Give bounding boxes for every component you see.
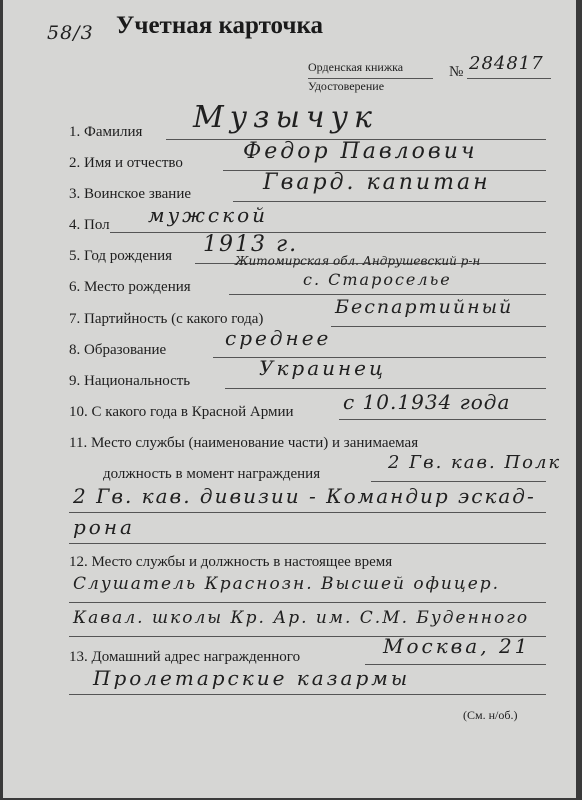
field-12-label: 12. Место службы и должность в настоящее время — [69, 554, 393, 570]
field-3-line — [233, 201, 546, 202]
number-line — [467, 78, 551, 79]
field-11-label-b: должность в момент награждения — [103, 466, 321, 482]
field-6-line — [229, 294, 546, 295]
doc-type-order-book: Орденская книжка — [308, 60, 404, 74]
field-2-label: 2. Имя и отчество — [69, 155, 183, 171]
field-7-line — [331, 326, 546, 327]
field-3-label: 3. Воинское звание — [69, 186, 192, 202]
record-card — [3, 0, 576, 798]
footer-note: (См. н/об.) — [463, 708, 518, 722]
field-8-label: 8. Образование — [69, 342, 167, 358]
field-2-value: Федор Павлович — [243, 139, 478, 164]
field-12-line-a — [69, 602, 546, 603]
field-10-label: 10. С какого года в Красной Армии — [69, 404, 294, 420]
number-value: 284817 — [469, 53, 544, 74]
field-10-value: с 10.1934 года — [343, 390, 511, 414]
field-11-value-c: рона — [73, 515, 135, 539]
card-title: Учетная карточка — [116, 12, 324, 39]
field-6-value-line1: Житомирская обл. Андрушевский р-н — [235, 254, 481, 268]
corner-note: 58/3 — [47, 22, 94, 44]
field-13-line-a — [365, 664, 546, 665]
field-12-value-b: Кавал. школы Кр. Ар. им. С.М. Буденного — [73, 608, 530, 628]
field-5-value: 1913 г. — [203, 232, 299, 257]
field-13-value-b: Пролетарские казармы — [93, 666, 411, 690]
field-11-line-c — [69, 543, 546, 544]
field-4-line — [110, 232, 546, 233]
field-12-value-a: Слушатель Краснозн. Высшей офицер. — [73, 574, 501, 594]
field-9-line — [225, 388, 546, 389]
field-11-line-b — [69, 512, 546, 513]
field-5-label: 5. Год рождения — [69, 248, 173, 264]
field-11-line-a — [371, 481, 546, 482]
field-9-label: 9. Национальность — [69, 373, 191, 389]
field-8-value: среднее — [225, 326, 332, 350]
field-7-label: 7. Партийность (с какого года) — [69, 311, 264, 327]
field-7-value: Беспартийный — [335, 296, 514, 318]
field-1-value: Музычук — [193, 100, 378, 135]
field-6-label: 6. Место рождения — [69, 279, 191, 295]
field-4-value: мужской — [148, 203, 268, 227]
field-1-label: 1. Фамилия — [69, 124, 143, 140]
field-4-label: 4. Пол — [69, 217, 110, 233]
field-13-line-b — [69, 694, 546, 695]
field-11-value-a: 2 Гв. кав. Полк — [388, 452, 562, 473]
field-11-label-a: 11. Место службы (наименование части) и занимаемая — [69, 435, 419, 451]
field-11-value-b: 2 Гв. кав. дивизии - Командир эскад- — [73, 484, 536, 508]
field-13-value-a: Москва, 21 — [383, 634, 531, 658]
field-10-line — [339, 419, 546, 420]
field-6-value-line2: с. Старосельe — [303, 270, 452, 289]
field-13-label: 13. Домашний адрес награжденного — [69, 649, 301, 665]
field-9-value: Украинец — [259, 356, 386, 380]
number-prefix: № — [449, 64, 464, 80]
doc-type-certificate: Удостоверение — [308, 79, 385, 93]
field-3-value: Гвард. капитан — [263, 170, 491, 195]
